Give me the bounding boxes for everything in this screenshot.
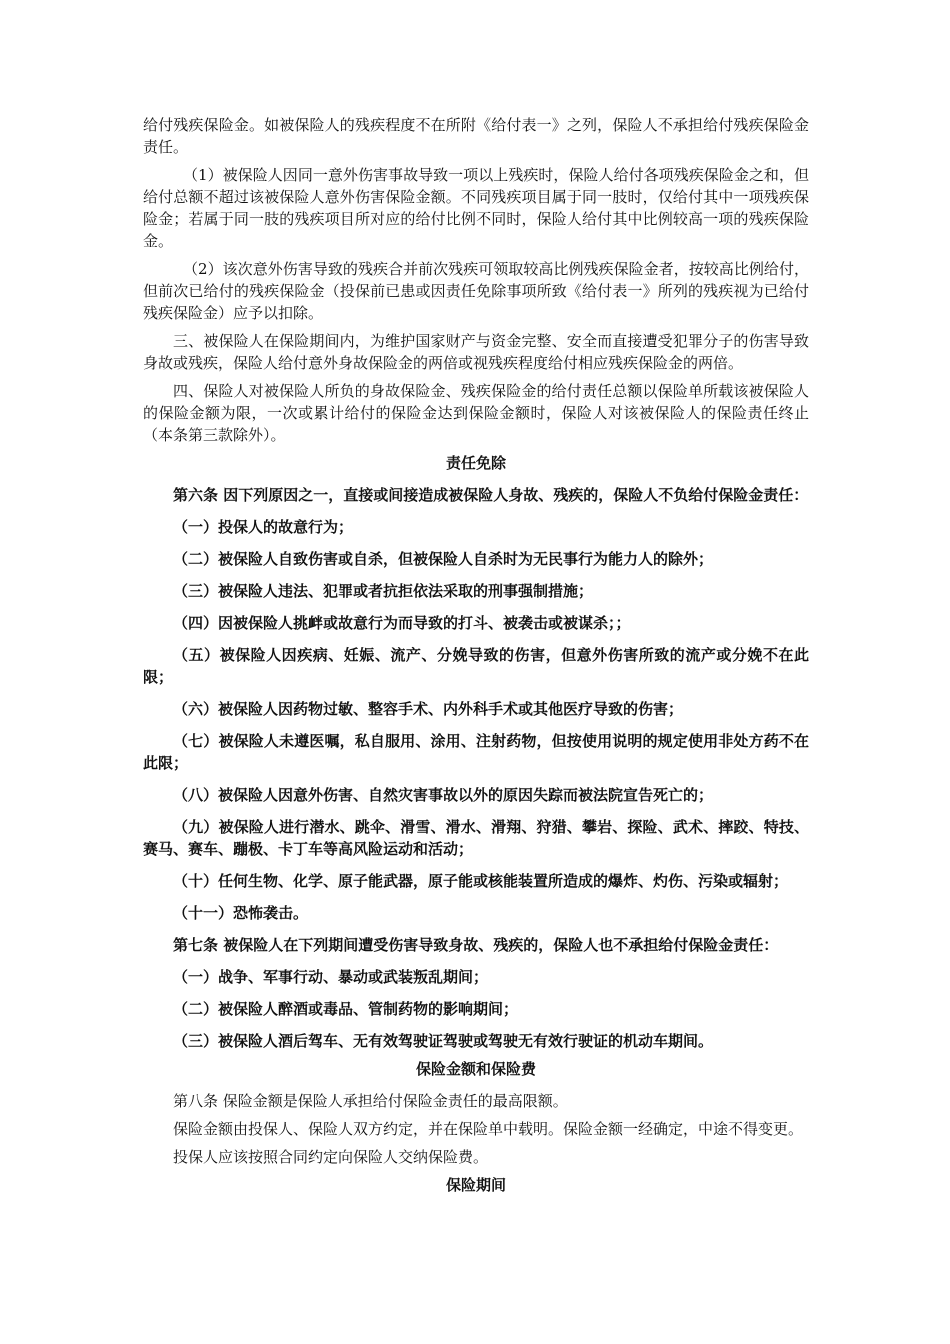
document-page bbox=[143, 114, 809, 1206]
article-6-item: （九）被保险人进行潜水、跳伞、滑雪、滑水、滑翔、狩猎、攀岩、探险、武术、摔跤、特技、赛马、赛车、蹦极、卡丁车等高风险运动和活动； bbox=[143, 818, 809, 858]
heading-amount-premium: 保险金额和保险费 bbox=[415, 1060, 536, 1078]
article-8-para: 投保人应该按照合同约定向保险人交纳保险费。 bbox=[173, 1148, 489, 1166]
article-7-intro: 第七条 被保险人在下列期间遭受伤害导致身故、残疾的，保险人也不承担给付保险金责任： bbox=[173, 936, 779, 954]
heading-exemption: 责任免除 bbox=[445, 454, 506, 472]
paragraph-clause-1: （1）被保险人因同一意外伤害事故导致一项以上残疾时，保险人给付各项残疾保险金之和，但给付总额不超过该被保险人意外伤害保险金额。不同残疾项目属于同一肢时，仅给付其中一项残疾保险金；若属于同一肢的残疾项目所对应的给付比例不同时，保险人给付其中比例较高一项的残疾保险金。 bbox=[143, 166, 809, 250]
article-6-item: （十）任何生物、化学、原子能武器，原子能或核能装置所造成的爆炸、灼伤、污染或辐射； bbox=[173, 872, 789, 890]
paragraph-section-3: 三、被保险人在保险期间内，为维护国家财产与资金完整、安全而直接遭受犯罪分子的伤害导致身故或残疾，保险人给付意外身故保险金的两倍或视残疾程度给付相应残疾保险金的两倍。 bbox=[143, 332, 809, 372]
article-7-item: （一）战争、军事行动、暴动或武装叛乱期间； bbox=[173, 968, 489, 986]
paragraph-disability-intro: 给付残疾保险金。如被保险人的残疾程度不在所附《给付表一》之列，保险人不承担给付残疾保险金责任。 bbox=[143, 116, 809, 156]
article-6-item: （二）被保险人自致伤害或自杀，但被保险人自杀时为无民事行为能力人的除外； bbox=[173, 550, 714, 568]
article-8-para: 第八条 保险金额是保险人承担给付保险金责任的最高限额。 bbox=[173, 1092, 568, 1110]
article-8-para: 保险金额由投保人、保险人双方约定，并在保险单中载明。保险金额一经确定，中途不得变更。 bbox=[173, 1120, 804, 1138]
article-6-item: （十一）恐怖袭击。 bbox=[173, 904, 309, 922]
article-6-item: （六）被保险人因药物过敏、整容手术、内外科手术或其他医疗导致的伤害； bbox=[173, 700, 684, 718]
article-6-item: （一）投保人的故意行为； bbox=[173, 518, 354, 536]
article-7-item: （三）被保险人酒后驾车、无有效驾驶证驾驶或驾驶无有效行驶证的机动车期间。 bbox=[173, 1032, 714, 1050]
article-6-item: （三）被保险人违法、犯罪或者抗拒依法采取的刑事强制措施； bbox=[173, 582, 594, 600]
article-6-item: （五）被保险人因疾病、妊娠、流产、分娩导致的伤害，但意外伤害所致的流产或分娩不在此限； bbox=[143, 646, 809, 686]
paragraph-section-4: 四、保险人对被保险人所负的身故保险金、残疾保险金的给付责任总额以保险单所载该被保险人的保险金额为限，一次或累计给付的保险金达到保险金额时，保险人对该被保险人的保险责任终止（本条第三款除外）。 bbox=[143, 382, 809, 444]
article-6-item: （四）因被保险人挑衅或故意行为而导致的打斗、被袭击或被谋杀；； bbox=[173, 614, 631, 632]
article-6-item: （八）被保险人因意外伤害、自然灾害事故以外的原因失踪而被法院宣告死亡的； bbox=[173, 786, 714, 804]
article-6-intro: 第六条 因下列原因之一，直接或间接造成被保险人身故、残疾的，保险人不负给付保险金责任： bbox=[173, 486, 809, 504]
heading-period: 保险期间 bbox=[445, 1176, 506, 1194]
article-7-item: （二）被保险人醉酒或毒品、管制药物的影响期间； bbox=[173, 1000, 519, 1018]
article-6-item: （七）被保险人未遵医嘱，私自服用、涂用、注射药物，但按使用说明的规定使用非处方药不在此限； bbox=[143, 732, 809, 772]
paragraph-clause-2: （2）该次意外伤害导致的残疾合并前次残疾可领取较高比例残疾保险金者，按较高比例给付，但前次已给付的残疾保险金（投保前已患或因责任免除事项所致《给付表一》所列的残疾视为已给付残疾保险金）应予以扣除。 bbox=[143, 260, 809, 322]
